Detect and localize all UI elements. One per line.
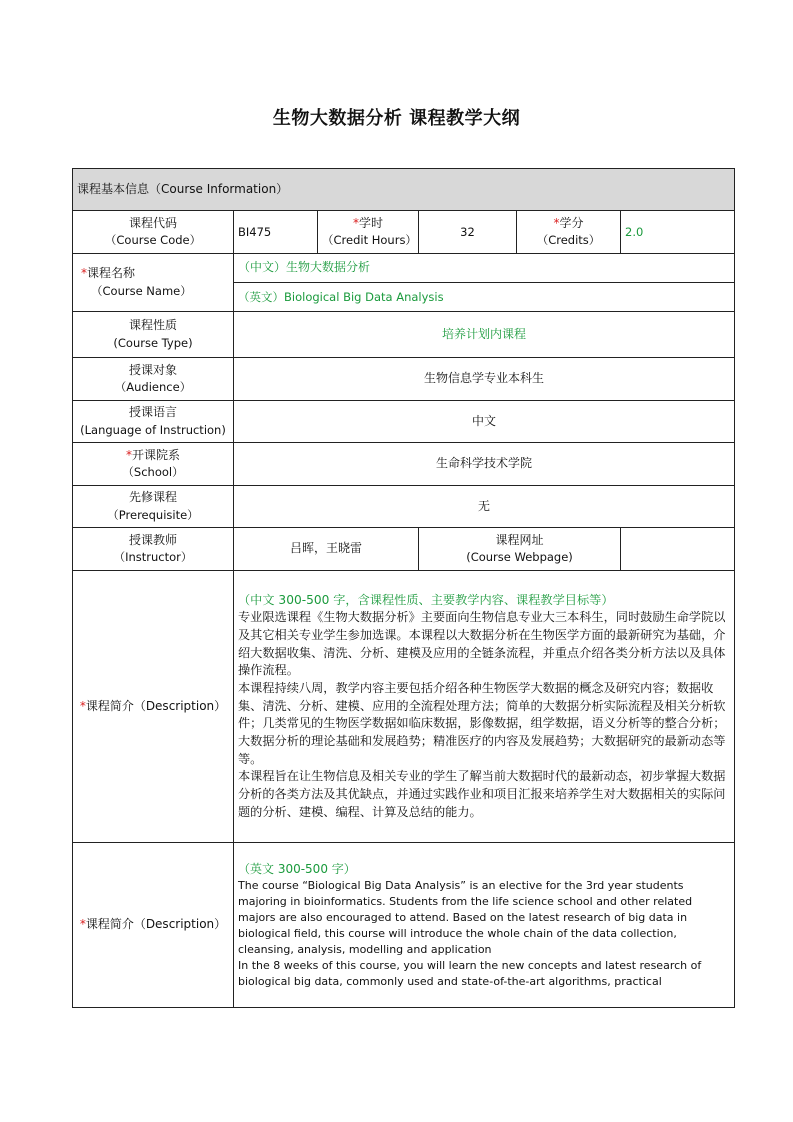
description-en-content (234, 843, 735, 1008)
description-cn-label: *课程简介（Description） (73, 571, 234, 843)
credits-label: *学分 （Credits） (517, 211, 621, 254)
description-en-paragraph: The course “Biological Big Data Analysis” is an elective for the 3rd year students majoring in bioinformatics. Students from the life science school and other related majors are also encouraged to attend. Based on the latest research of big data in biological field, this course will introduce the whole chain of the data collection, cleansing, analysis, modelling and application (238, 878, 693, 956)
document-title: 生物大数据分析 课程教学大纲 (272, 108, 521, 129)
description-en-label: *课程简介（Description） (73, 843, 234, 1008)
credits-value: 2.0 (621, 211, 735, 254)
course-name-label: *课程名称 （Course Name） (73, 254, 234, 312)
course-name-en: （英文）Biological Big Data Analysis (234, 283, 735, 312)
description-cn-paragraph: 本课程持续八周，教学内容主要包括介绍各种生物医学大数据的概念及研究内容；数据收集、清洗、分析、建模、应用的全流程处理方法；简单的大数据分析实际流程及相关分析软件；几类常见的生物医学数据如临床数据，影像数据，组学数据，语义分析等的整合分析；大数据分析的理论基础和发展趋势；精准医疗的内容及发展趋势；大数据研究的最新动态等等。 (238, 680, 726, 766)
prerequisite-value: 无 (234, 486, 735, 528)
audience-label: 授课对象 （Audience） (73, 358, 234, 401)
course-info-table (72, 168, 735, 1008)
webpage-value (621, 528, 735, 571)
description-en-hint: （英文 300-500 字） (238, 861, 356, 876)
instructor-label: 授课教师 （Instructor） (73, 528, 234, 571)
description-cn-paragraph: 本课程旨在让生物信息及相关专业的学生了解当前大数据时代的最新动态，初步掌握大数据分析的各类方法及其优缺点，并通过实践作业和项目汇报来培养学生对大数据相关的实际问题的分析、建模、编程、计算及总结的能力。 (238, 769, 726, 819)
instructor-value: 吕晖，王晓雷 (234, 528, 419, 571)
audience-value: 生物信息学专业本科生 (234, 358, 735, 401)
description-en-paragraph: In the 8 weeks of this course, you will learn the new concepts and latest research of biological big data, commonly used and state-of-the-art algorithms, practical (238, 958, 702, 988)
section-header: 课程基本信息（Course Information） (73, 169, 735, 211)
course-type-label: 课程性质 (Course Type) (73, 312, 234, 358)
course-code-label: 课程代码 （Course Code） (73, 211, 234, 254)
course-type-value: 培养计划内课程 (234, 312, 735, 358)
credit-hours-label: *学时 （Credit Hours） (318, 211, 419, 254)
description-cn-paragraph: 专业限选课程《生物大数据分析》主要面向生物信息专业大三本科生，同时鼓励生命学院以及其它相关专业学生参加选课。本课程以大数据分析在生物医学方面的最新研究为基础，介绍大数据收集、清洗、分析、建模及应用的全链条流程，并重点介绍各类分析方法以及具体操作流程。 (238, 610, 726, 678)
description-cn-hint: （中文 300-500 字，含课程性质、主要教学内容、课程教学目标等） (238, 592, 614, 607)
webpage-label: 课程网址 (Course Webpage) (419, 528, 621, 571)
description-cn-content (234, 571, 735, 843)
language-value: 中文 (234, 401, 735, 443)
language-label: 授课语言 (Language of Instruction) (73, 401, 234, 443)
school-value: 生命科学技术学院 (234, 443, 735, 486)
prerequisite-label: 先修课程 （Prerequisite） (73, 486, 234, 528)
school-label: *开课院系 （School） (73, 443, 234, 486)
credit-hours-value: 32 (419, 211, 517, 254)
course-name-cn: （中文）生物大数据分析 (234, 254, 735, 283)
course-code-value: BI475 (234, 211, 318, 254)
